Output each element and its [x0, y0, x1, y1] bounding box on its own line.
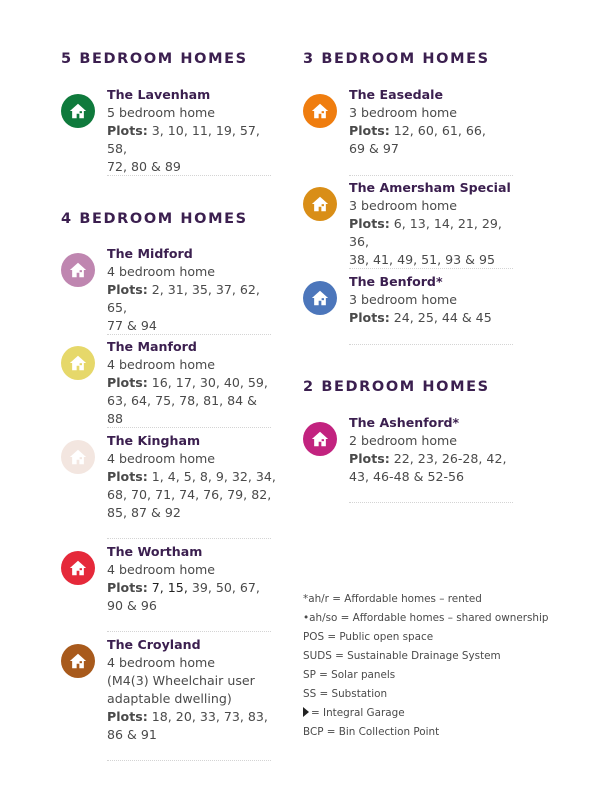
house-icon [61, 346, 95, 380]
plots-label: Plots: [349, 123, 390, 138]
plots-values: 18, 20, 33, 73, 83, [147, 709, 268, 724]
home-plots-cont: 38, 41, 49, 51, 93 & 95 [349, 252, 496, 267]
house-icon [61, 94, 95, 128]
plots-values: 24, 25, 44 & 45 [389, 310, 492, 325]
house-icon [303, 187, 337, 221]
plots-values: 2, 31, 35, 37, 62, 65, [107, 282, 260, 315]
home-plots-cont: 69 & 97 [349, 141, 399, 156]
home-plots [107, 281, 277, 317]
plots-label: Plots: [107, 580, 148, 595]
home-description: 3 bedroom home [349, 292, 458, 307]
home-description: 4 bedroom home [107, 562, 216, 577]
section-title-4-bedroom: 4 BEDROOM HOMES [61, 211, 248, 227]
house-icon [303, 422, 337, 456]
legend-item-bcp: BCP = Bin Collection Point [303, 726, 440, 738]
home-plots-cont: 43, 46-48 & 52-56 [349, 469, 465, 484]
home-plots-cont: 68, 70, 71, 74, 76, 79, 82, [107, 487, 272, 502]
home-description: 4 bedroom home [107, 451, 216, 466]
home-name: The Easedale [349, 87, 443, 102]
house-icon [61, 551, 95, 585]
home-plots-cont: 86 & 91 [107, 727, 157, 742]
legend-item-suds: SUDS = Sustainable Drainage System [303, 650, 501, 662]
home-description: 3 bedroom home [349, 198, 458, 213]
plots-values: 22, 23, 26-28, 42, [389, 451, 507, 466]
home-name: The Lavenham [107, 87, 211, 102]
plots-label: Plots: [107, 709, 148, 724]
home-plots [349, 122, 519, 140]
divider [107, 538, 271, 539]
plots-values: 39, 50, 67, [187, 580, 260, 595]
legend-item-integral-garage [303, 704, 548, 723]
divider [349, 175, 513, 176]
legend-item-ah-r: *ah/r = Affordable homes – rented [303, 593, 482, 605]
plots-label: Plots: [349, 310, 390, 325]
home-name: The Kingham [107, 433, 201, 448]
home-plots [107, 468, 277, 486]
plots-label: Plots: [349, 216, 390, 231]
plots-label: Plots: [349, 451, 390, 466]
section-title-5-bedroom: 5 BEDROOM HOMES [61, 51, 248, 67]
house-icon [61, 440, 95, 474]
home-name: The Amersham Special [349, 180, 511, 195]
home-note-cont: adaptable dwelling) [107, 691, 232, 706]
legend-item-ss: SS = Substation [303, 688, 388, 700]
divider [349, 502, 513, 503]
plots-label: Plots: [107, 469, 148, 484]
plots-label: Plots: [107, 375, 148, 390]
plots-values: 6, 13, 14, 21, 29, 36, [349, 216, 502, 249]
house-icon [61, 253, 95, 287]
home-name: The Wortham [107, 544, 203, 559]
plots-label: Plots: [107, 123, 148, 138]
legend-text: = Integral Garage [311, 707, 405, 719]
home-plots [349, 215, 519, 251]
plots-values-highlighted: 7, 15, [147, 580, 188, 595]
divider [107, 631, 271, 632]
home-name: The Ashenford* [349, 415, 460, 430]
home-plots-cont: 90 & 96 [107, 598, 157, 613]
home-plots-cont: 77 & 94 [107, 318, 157, 333]
home-name: The Midford [107, 246, 193, 261]
legend [303, 590, 548, 742]
home-name: The Croyland [107, 637, 201, 652]
plots-values: 3, 10, 11, 19, 57, 58, [107, 123, 260, 156]
home-plots [107, 708, 277, 726]
home-name: The Benford* [349, 274, 443, 289]
home-plots [107, 122, 277, 158]
home-plots [107, 374, 277, 392]
divider [349, 344, 513, 345]
home-description: 5 bedroom home [107, 105, 216, 120]
home-description: 4 bedroom home [107, 357, 216, 372]
divider [107, 760, 271, 761]
home-plots-cont: 72, 80 & 89 [107, 159, 181, 174]
divider [107, 334, 271, 335]
home-plots-cont: 85, 87 & 92 [107, 505, 181, 520]
home-description: 4 bedroom home [107, 655, 216, 670]
plots-values: 1, 4, 5, 8, 9, 32, 34, [147, 469, 276, 484]
home-plots [349, 450, 519, 468]
divider [107, 427, 271, 428]
home-description: 3 bedroom home [349, 105, 458, 120]
house-icon [303, 281, 337, 315]
divider [349, 268, 513, 269]
plots-values: 16, 17, 30, 40, 59, [147, 375, 268, 390]
home-description: 2 bedroom home [349, 433, 458, 448]
home-plots-cont: 63, 64, 75, 78, 81, 84 & 88 [107, 393, 258, 426]
home-plots [349, 309, 519, 327]
legend-item-ah-so: •ah/so = Affordable homes – shared ownership [303, 612, 549, 624]
integral-garage-triangle-icon [303, 707, 309, 717]
house-icon [61, 644, 95, 678]
home-plots [107, 579, 277, 597]
home-name: The Manford [107, 339, 197, 354]
divider [107, 175, 271, 176]
house-icon [303, 94, 337, 128]
plots-label: Plots: [107, 282, 148, 297]
legend-item-sp: SP = Solar panels [303, 669, 396, 681]
home-description: 4 bedroom home [107, 264, 216, 279]
section-title-2-bedroom: 2 BEDROOM HOMES [303, 379, 490, 395]
home-note: (M4(3) Wheelchair user [107, 673, 255, 688]
plots-values: 12, 60, 61, 66, [389, 123, 486, 138]
legend-item-pos: POS = Public open space [303, 631, 434, 643]
section-title-3-bedroom: 3 BEDROOM HOMES [303, 51, 490, 67]
